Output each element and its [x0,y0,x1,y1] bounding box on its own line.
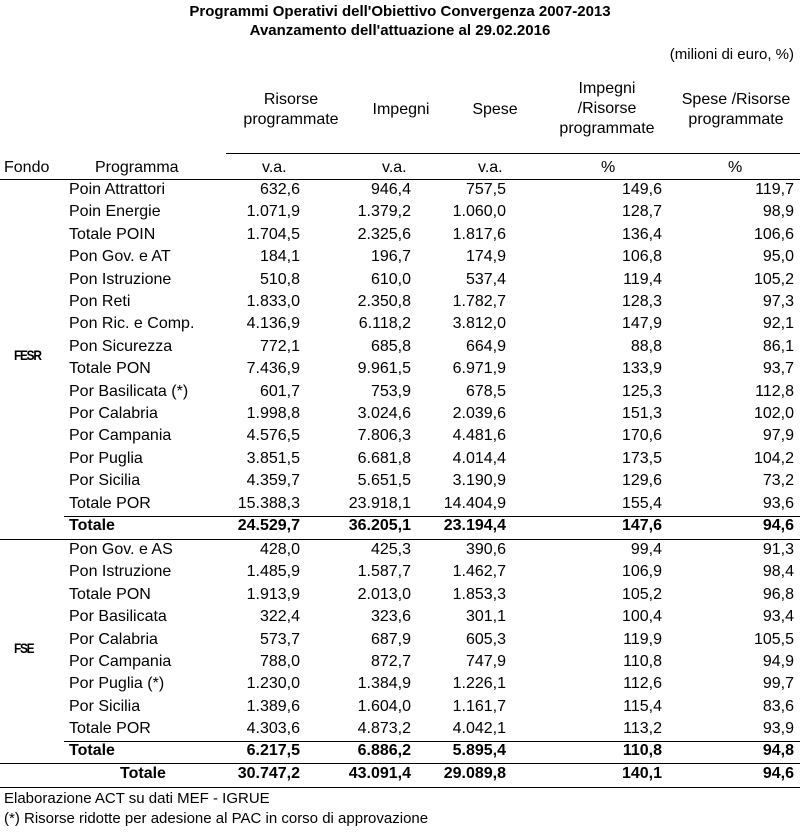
cell-impegni: 1.587,7 [357,563,411,581]
units-note: (milioni di euro, %) [669,46,794,63]
footer-note: (*) Risorse ridotte per adesione al PAC in corso di approvazione [4,810,429,827]
cell-spese-risorse: 94,8 [762,742,794,759]
cell-impegni-risorse: 99,4 [630,541,662,558]
cell-risorse: 1.071,9 [246,203,300,221]
cell-spese: 174,9 [465,248,506,266]
cell-spese-risorse: 86,1 [762,337,794,355]
header-spese-risorse [672,90,800,130]
cell-impegni-risorse: 110,8 [622,742,662,759]
cell-programma: Totale POR [69,720,151,738]
cell-programma: Por Basilicata (*) [69,382,189,400]
header-impegni-risorse [540,79,674,139]
cell-impegni-risorse: 147,6 [621,517,662,534]
table-row [0,696,800,718]
cell-risorse: 6.217,5 [246,742,300,759]
cell-spese: 664,9 [465,337,506,355]
cell-impegni: 1.379,2 [357,203,411,221]
cell-spese-risorse: 119,7 [755,181,794,198]
cell-spese: 6.971,9 [452,360,506,378]
cell-programma: Totale PON [69,360,151,378]
cell-programma: Por Puglia [69,449,143,467]
cell-impegni: 43.091,4 [348,765,411,782]
cell-impegni: 685,8 [370,337,411,355]
fund-label-fse: FSE [14,640,34,656]
cell-risorse: 15.388,3 [237,494,300,512]
cell-programma: Pon Reti [69,293,131,310]
cell-impegni-risorse: 149,6 [621,181,662,198]
cell-spese: 1.226,1 [452,675,506,693]
table-row-total [0,763,800,785]
cell-risorse: 632,6 [259,181,300,198]
cell-spese-risorse: 94,9 [762,653,794,670]
header-spese-ris-line1: Spese /Risorse [681,91,791,108]
table-row [0,336,800,358]
cell-risorse: 184,1 [259,248,300,266]
header-divider [226,153,800,154]
table-row [0,246,800,268]
cell-impegni: 610,0 [370,270,411,288]
cell-risorse: 3.851,5 [246,449,300,467]
cell-risorse: 4.303,6 [246,720,300,738]
cell-risorse: 1.230,0 [246,675,300,693]
cell-spese: 4.042,1 [452,720,506,738]
cell-spese-risorse: 105,2 [753,270,794,288]
cell-spese-risorse: 95,0 [762,248,794,266]
cell-programma: Por Puglia (*) [69,675,165,693]
cell-impegni-risorse: 100,4 [621,608,662,626]
cell-spese-risorse: 97,9 [762,427,794,445]
cell-spese: 1.782,7 [452,293,506,310]
fund-label-fesr: FESR [14,347,41,363]
cell-spese: 301,1 [465,608,506,626]
unit-va-2: v.a. [382,159,407,176]
cell-spese-risorse: 93,9 [762,720,794,738]
cell-spese: 29.089,8 [443,765,506,782]
cell-impegni-risorse: 147,9 [621,315,662,333]
cell-impegni: 36.205,1 [348,517,411,534]
cell-spese-risorse: 104,2 [753,449,794,467]
cell-impegni-risorse: 88,8 [630,337,662,355]
table-row [0,561,800,583]
table-row [0,470,800,492]
cell-impegni: 2.325,6 [357,225,411,243]
header-imp-ris-line1: Impegni [578,80,636,97]
cell-spese: 678,5 [465,382,506,400]
cell-impegni: 4.873,2 [357,720,411,738]
cell-programma: Pon Gov. e AS [69,541,173,558]
table-row [0,673,800,695]
cell-programma: Totale POR [69,494,151,512]
cell-spese: 5.895,4 [452,742,506,759]
unit-va-1: v.a. [262,159,287,176]
cell-spese-risorse: 93,4 [762,608,794,626]
cell-impegni: 5.651,5 [357,472,411,490]
cell-impegni-risorse: 106,9 [621,563,662,581]
cell-programma: Totale [69,742,115,759]
title-line-2: Avanzamento dell'attuazione al 29.02.2016 [249,22,551,39]
cell-spese: 3.190,9 [452,472,506,490]
cell-spese-risorse: 73,2 [762,472,794,490]
cell-risorse: 601,7 [259,382,300,400]
cell-impegni-risorse: 125,3 [621,382,662,400]
header-fondo: Fondo [4,159,50,176]
cell-impegni: 425,3 [370,541,411,558]
cell-spese: 4.014,4 [452,449,506,467]
header-risorse-line1: Risorse [263,91,319,108]
cell-risorse: 1.833,0 [246,293,300,310]
cell-spese-risorse: 98,9 [762,203,794,221]
cell-risorse: 1.389,6 [246,697,300,715]
cell-programma: Totale POIN [69,225,156,243]
cell-impegni-risorse: 119,9 [623,630,662,648]
cell-impegni: 946,4 [370,181,411,198]
cell-spese-risorse: 112,8 [755,382,794,400]
table-row [0,629,800,651]
cell-risorse: 24.529,7 [237,517,300,534]
cell-spese-risorse: 98,4 [762,563,794,581]
cell-spese-risorse: 92,1 [762,315,794,333]
cell-impegni-risorse: 170,6 [621,427,662,445]
cell-impegni-risorse: 112,6 [623,675,662,693]
cell-impegni-risorse: 173,5 [621,449,662,467]
header-spese-ris-line2: programmate [688,111,784,128]
cell-spese-risorse: 102,0 [753,405,794,422]
cell-spese: 1.161,7 [452,697,506,715]
header-spese: Spese [472,101,518,118]
cell-risorse: 1.704,5 [246,225,300,243]
cell-impegni: 23.918,1 [348,494,411,512]
table-row [0,606,800,628]
cell-programma: Por Calabria [69,630,158,648]
cell-spese: 605,3 [465,630,506,648]
table-row-total [0,515,800,537]
header-impegni: Impegni [372,101,430,118]
cell-risorse: 788,0 [259,653,300,670]
table-row [0,425,800,447]
cell-spese: 1.462,7 [452,563,506,581]
table-row [0,291,800,313]
table-row [0,539,800,561]
cell-impegni-risorse: 106,8 [621,248,662,266]
header-programma: Programma [95,159,179,176]
cell-spese: 4.481,6 [452,427,506,445]
cell-spese-risorse: 105,5 [753,630,794,648]
cell-impegni: 196,7 [370,248,411,266]
cell-programma: Pon Gov. e AT [69,248,171,266]
cell-impegni-risorse: 105,2 [621,585,662,603]
cell-spese: 537,4 [465,270,506,288]
cell-impegni-risorse: 133,9 [621,360,662,378]
cell-impegni: 1.604,0 [357,697,411,715]
cell-spese-risorse: 94,6 [762,765,794,782]
cell-programma: Por Sicilia [69,697,141,715]
cell-impegni: 3.024,6 [357,405,411,422]
cell-programma: Totale [120,765,166,782]
cell-spese: 2.039,6 [452,405,506,422]
table-row [0,358,800,380]
cell-spese-risorse: 91,3 [762,541,794,558]
cell-spese: 3.812,0 [452,315,506,333]
cell-risorse: 1.998,8 [246,405,300,422]
header-imp-ris-line3: programmate [559,120,655,137]
cell-programma: Pon Sicurezza [69,337,173,355]
cell-impegni-risorse: 151,3 [621,405,662,422]
cell-programma: Poin Energie [69,203,161,221]
table-row [0,493,800,515]
unit-va-3: v.a. [478,159,503,176]
table-row [0,718,800,740]
cell-risorse: 772,1 [259,337,300,355]
table-row [0,313,800,335]
table-bottom-rule [0,787,800,788]
cell-impegni: 872,7 [370,653,411,670]
cell-impegni-risorse: 136,4 [621,225,662,243]
table-row [0,201,800,223]
cell-risorse: 573,7 [259,630,300,648]
header-risorse-line2: programmate [243,111,339,128]
cell-programma: Pon Ric. e Comp. [69,315,195,333]
footer-source: Elaborazione ACT su dati MEF - IGRUE [4,790,270,807]
cell-spese-risorse: 94,6 [762,517,794,534]
cell-spese: 14.404,9 [443,494,506,512]
cell-impegni: 1.384,9 [357,675,411,693]
cell-programma: Poin Attrattori [69,181,166,198]
cell-spese-risorse: 93,6 [762,494,794,512]
cell-impegni: 2.350,8 [357,293,411,310]
cell-risorse: 4.576,5 [246,427,300,445]
cell-spese: 1.817,6 [452,225,506,243]
cell-impegni-risorse: 129,6 [621,472,662,490]
cell-impegni-risorse: 128,7 [621,203,662,221]
cell-spese-risorse: 83,6 [762,697,794,715]
cell-programma: Totale [69,517,115,534]
table-row [0,651,800,673]
cell-spese: 390,6 [465,541,506,558]
cell-impegni-risorse: 155,4 [621,494,662,512]
cell-risorse: 1.913,9 [246,585,300,603]
cell-programma: Pon Istruzione [69,270,172,288]
cell-risorse: 30.747,2 [237,765,300,782]
unit-pct-2: % [728,159,743,176]
cell-impegni: 753,9 [370,382,411,400]
title-line-1: Programmi Operativi dell'Obiettivo Convergenza 2007-2013 [189,3,611,20]
cell-programma: Pon Istruzione [69,563,172,581]
table-row [0,584,800,606]
cell-spese-risorse: 93,7 [762,360,794,378]
cell-impegni: 2.013,0 [357,585,411,603]
cell-risorse: 322,4 [259,608,300,626]
header-unit-row [0,157,800,179]
cell-spese: 757,5 [465,181,506,198]
cell-spese-risorse: 99,7 [762,675,794,693]
cell-risorse: 4.359,7 [246,472,300,490]
cell-impegni: 9.961,5 [357,360,411,378]
table-row [0,179,800,201]
cell-spese: 23.194,4 [443,517,506,534]
table-row [0,269,800,291]
cell-impegni: 7.806,3 [357,427,411,445]
cell-impegni-risorse: 115,4 [623,697,662,715]
table-row-total [0,740,800,762]
cell-programma: Por Sicilia [69,472,141,490]
cell-programma: Por Campania [69,427,172,445]
cell-impegni: 6.681,8 [357,449,411,467]
cell-impegni: 687,9 [370,630,411,648]
cell-spese-risorse: 106,6 [753,225,794,243]
cell-impegni-risorse: 113,2 [623,720,662,738]
cell-impegni-risorse: 119,4 [623,270,662,288]
cell-spese-risorse: 97,3 [762,293,794,310]
table-row [0,224,800,246]
cell-programma: Totale PON [69,585,151,603]
table-row [0,448,800,470]
cell-programma: Por Calabria [69,405,158,422]
cell-impegni: 6.886,2 [357,742,411,759]
cell-spese: 1.853,3 [452,585,506,603]
table-row [0,403,800,425]
cell-spese: 1.060,0 [452,203,506,221]
cell-impegni-risorse: 110,8 [623,653,662,670]
cell-risorse: 510,8 [259,270,300,288]
table-row [0,381,800,403]
header-risorse [226,90,356,130]
cell-spese: 747,9 [465,653,506,670]
unit-pct-1: % [601,159,616,176]
cell-impegni-risorse: 128,3 [621,293,662,310]
cell-risorse: 4.136,9 [246,315,300,333]
cell-risorse: 7.436,9 [246,360,300,378]
header-imp-ris-line2: /Risorse [577,100,637,117]
cell-programma: Por Basilicata [69,608,167,626]
cell-impegni: 323,6 [370,608,411,626]
cell-spese-risorse: 96,8 [762,585,794,603]
cell-risorse: 428,0 [259,541,300,558]
cell-impegni-risorse: 140,1 [621,765,662,782]
cell-impegni: 6.118,2 [358,315,411,333]
cell-risorse: 1.485,9 [246,563,300,581]
cell-programma: Por Campania [69,653,172,670]
